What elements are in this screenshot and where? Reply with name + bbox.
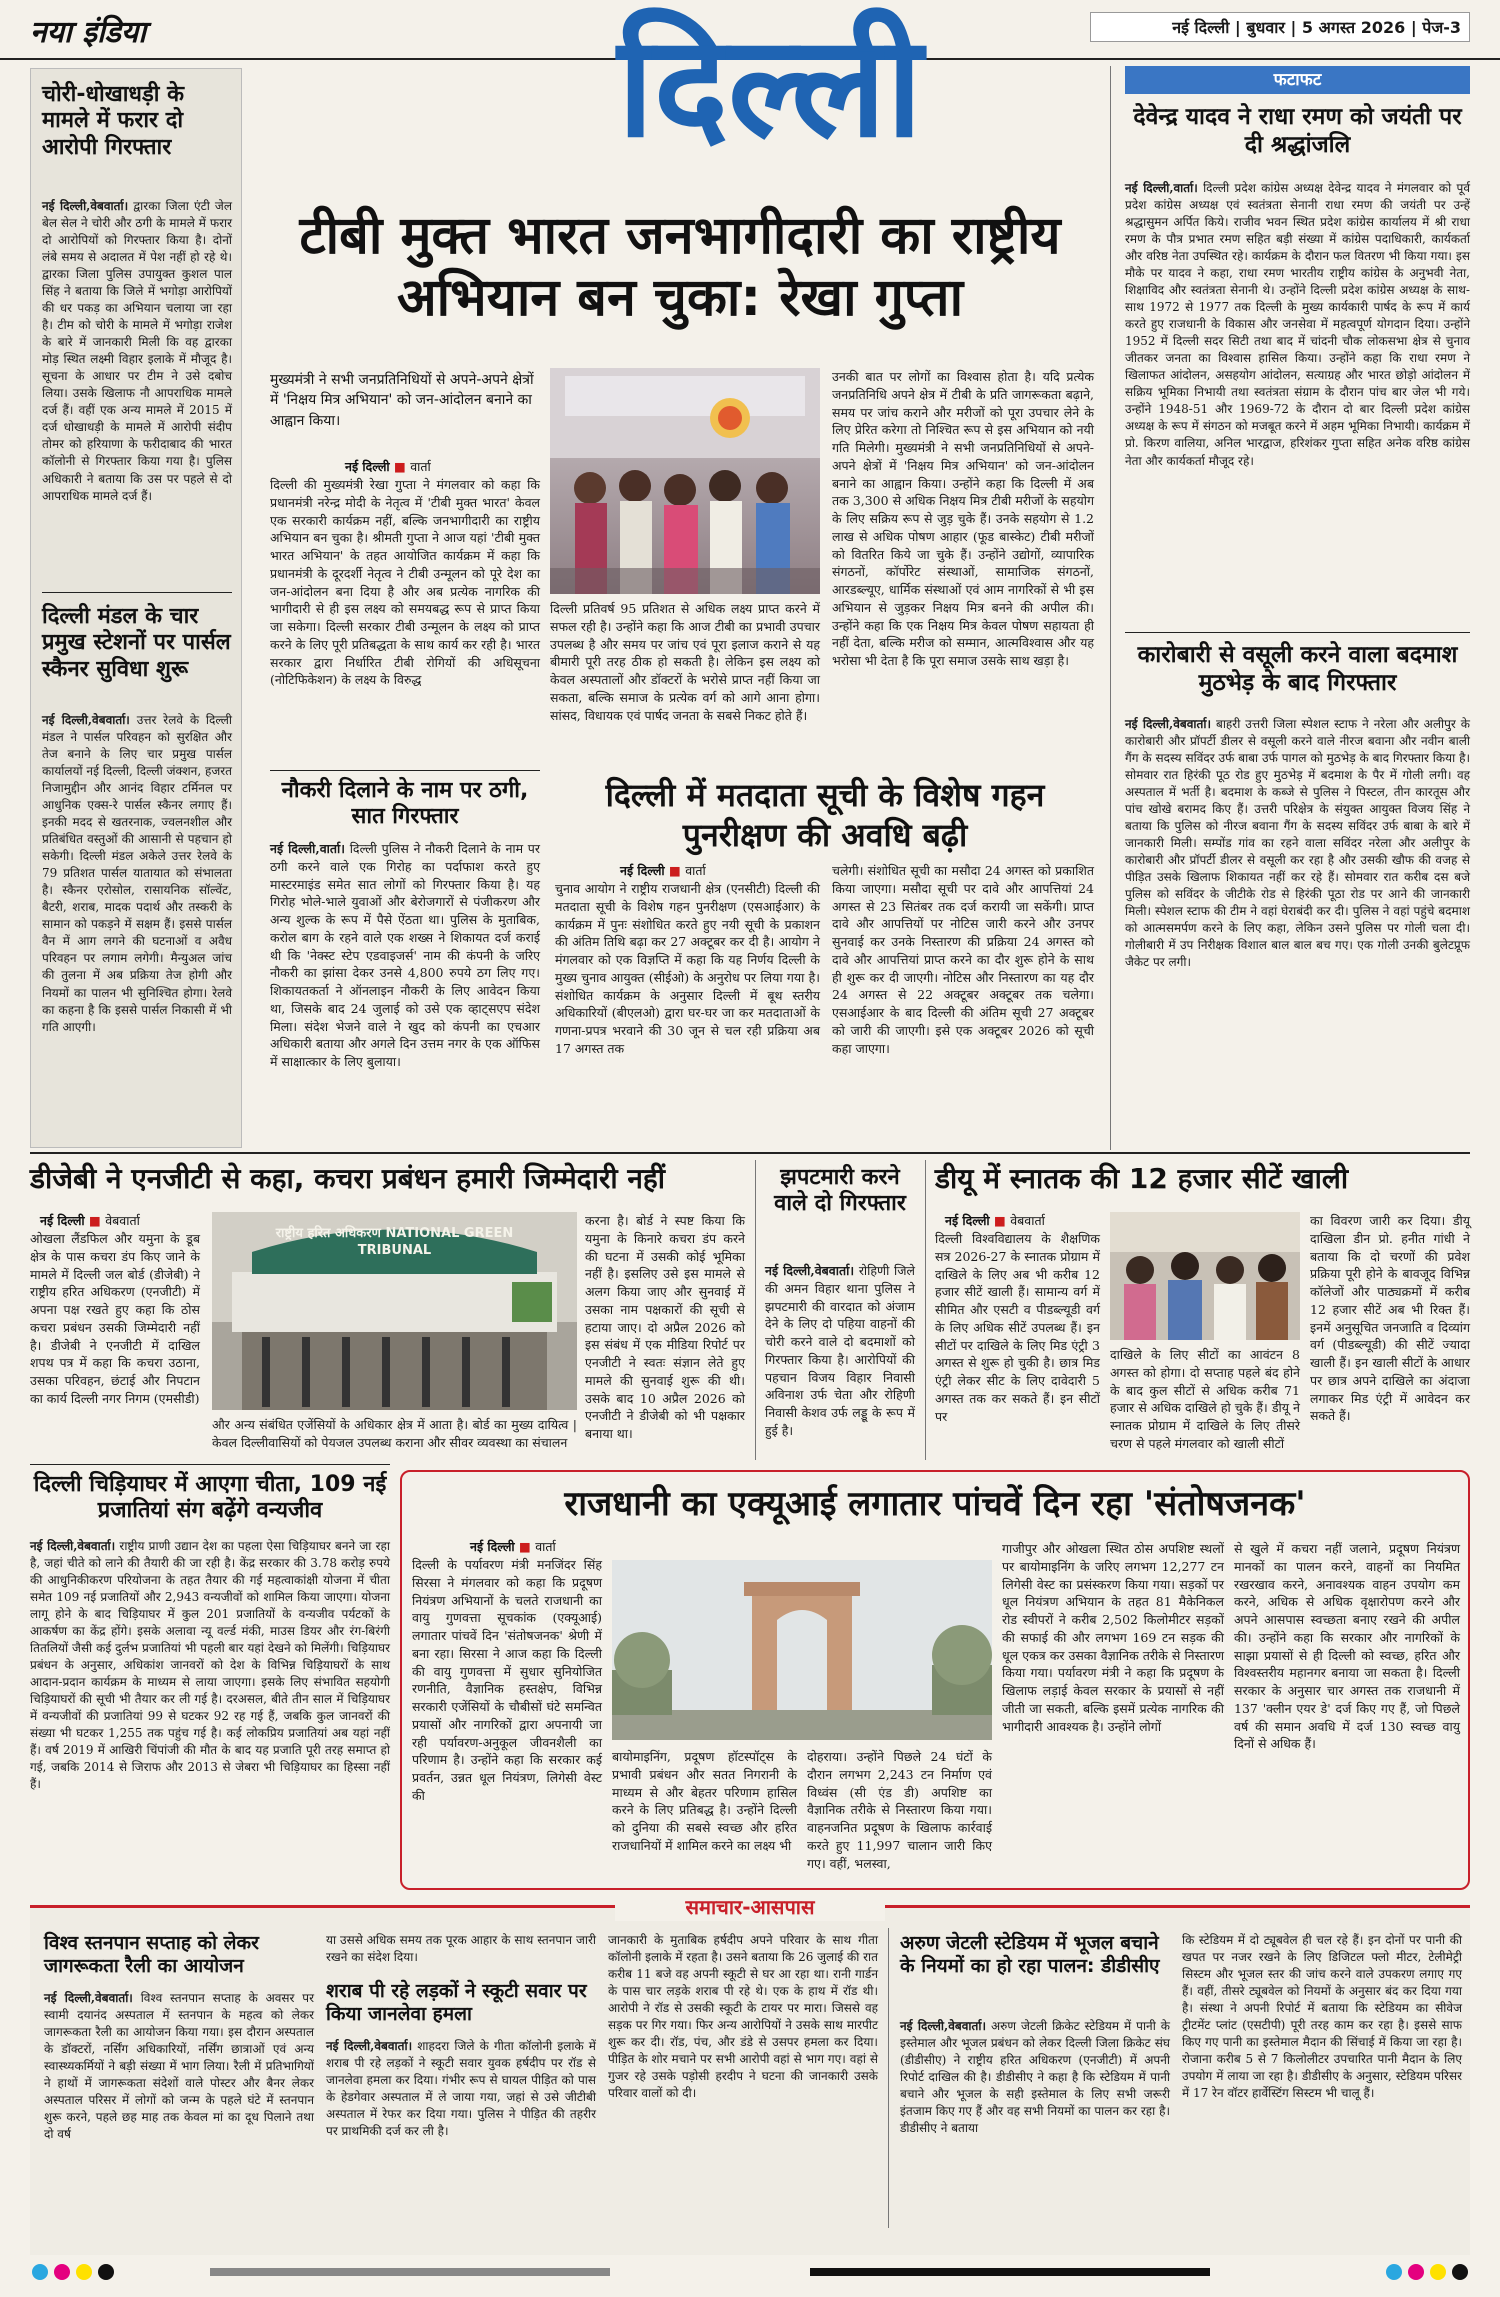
- story-text: शाहदरा जिले के गीता कॉलोनी इलाके में शराब पी रहे लड़कों ने स्कूटी सवार युवक हर्षदीप पर रॉड से जानलेवा हमला कर दिया। गंभीर रूप से घायल पीड़ित को पास के हेडगेवार अस्पताल में ले जाया गया, जहां से उसे जीटीबी अस्पताल में रेफर कर दिया गया। पुलिस ने पीड़ित की तहरीर पर प्राथमिकी दर्ज कर ली है।: [326, 2039, 596, 2139]
- byline-square-icon: ■: [994, 1213, 1006, 1228]
- right-story1-body: [1125, 180, 1470, 470]
- voter-col1: चुनाव आयोग ने राष्ट्रीय राजधानी क्षेत्र (एनसीटी) दिल्ली की मतदाता सूची के विशेष गहन पुनरीक्षण (एसआईआर) के कार्यक्रम में पुनः संशोधित करते हुए नयी सूची के प्रकाशन की अंतिम तिथि बढ़ा कर 27 अक्टूबर कर दी है। आयोग ने मंगलवार को एक विज्ञप्ति में कहा कि यह निर्णय दिल्ली के मुख्य चुनाव आयुक्त (सीईओ) के अनुरोध पर लिया गया है। संशोधित कार्यक्रम के अनुसार दिल्ली में बूथ स्तरीय अधिकारियों (बीएलओ) द्वारा घर-घर जा कर मतदाताओं के गणना-प्रपत्र भरवाने की 30 जून से चल रही प्रक्रिया अब 17 अगस्त तक: [555, 881, 820, 1056]
- dateline: नई दिल्ली,वेबवार्ता।: [765, 1263, 855, 1278]
- lead-col1: दिल्ली की मुख्यमंत्री रेखा गुप्ता ने मंगलवार को कहा कि प्रधानमंत्री नरेन्द्र मोदी के नेतृत्व में 'टीबी मुक्त भारत' केवल एक सरकारी कार्यक्रम नहीं, बल्कि जनभागीदारी का राष्ट्रीय अभियान बन चुका है। श्रीमती गुप्ता ने आज यहां 'टीबी मुक्त भारत अभियान' के तहत आयोजित कार्यक्रम में कहा कि प्रधानमंत्री के दूरदर्शी नेतृत्व ने टीबी उन्मूलन को पूरे देश का जन-आंदोलन बना दिया है और अब प्रत्येक नागरिक की भागीदारी से ही इस लक्ष्य को समयबद्ध रूप से प्राप्त किया जा सकेगा। दिल्ली सरकार टीबी उन्मूलन के लक्ष्य को प्राप्त करने के लिए पूरी प्रतिबद्धता के साथ कार्य कर रही है। भारत सरकार द्वारा निर्धारित टीबी रोगियों की अधिसूचना (नोटिफिकेशन) के लक्ष्य के विरुद्ध: [270, 477, 540, 688]
- left-story2-body: [42, 712, 232, 1036]
- jaitley-headline: अरुण जेटली स्टेडियम में भूजल बचाने के नियमों का हो रहा पालन: डीडीसीए: [900, 1932, 1160, 1977]
- byline-agency: वार्ता: [410, 459, 431, 474]
- breastfeeding-headline: विश्व स्तनपान सप्ताह को लेकर जागरूकता रैली का आयोजन: [44, 1932, 259, 1977]
- lead-photo-caption-col: दिल्ली प्रतिवर्ष 95 प्रतिशत से अधिक लक्ष्य प्राप्त करने में सफल रही है। उन्होंने कहा कि आज टीबी का प्रभावी उपचार उपलब्ध है और समय पर जांच एवं पूरा इलाज कराने से यह बीमारी पूरी तरह ठीक हो सकती है। लेकिन इस लक्ष्य को केवल अस्पतालों और डॉक्टरों के भरोसे प्राप्त नहीं किया जा सकता, बल्कि समाज के प्रत्येक वर्ग को आगे आना होगा। सांसद, विधायक एवं पार्षद जनता के सबसे निकट होते हैं।: [550, 601, 820, 723]
- divider: [30, 1464, 390, 1465]
- dateline: नई दिल्ली,वेबवार्ता।: [44, 1991, 133, 2005]
- column-divider: [755, 1160, 756, 1460]
- paper-logo: नया इंडिया: [30, 15, 146, 50]
- ngt-photo: [212, 1212, 577, 1410]
- job-headline: नौकरी दिलाने के नाम पर ठगी, सात गिरफ्तार: [281, 778, 529, 830]
- byline-square-icon: ■: [519, 1539, 531, 1554]
- right-story1-headline: देवेन्द्र यादव ने राधा रमण को जयंती पर दी श्रद्धांजलि: [1133, 104, 1462, 158]
- dateline: नई दिल्ली,वार्ता।: [1125, 181, 1198, 195]
- byline-city: नई दिल्ली: [470, 1539, 515, 1554]
- left-story1-headline: चोरी-धोखाधड़ी के मामले में फरार दो आरोपी गिरफ्तार: [42, 82, 184, 160]
- jaitley-body-cont: कि स्टेडियम में दो ट्यूबवेल ही चल रहे हैं। इन दोनों पर पानी की खपत पर नजर रखने के लिए डिजिटल फ्लो मीटर, टेलीमेट्री सिस्टम और भूजल स्तर की जांच करने वाले उपकरण लगाए गए हैं। वहीं, तीसरे ट्यूबवेल को नियमों के अनुसार बंद कर दिया गया है। संस्था ने अपनी रिपोर्ट में बताया कि स्टेडियम का सीवेज ट्रीटमेंट प्लांट (एसटीपी) पूरी तरह काम कर रहा है। इससे साफ किए गए पानी का इस्तेमाल मैदान की सिंचाई में किया जा रहा है। रोजाना करीब 5 से 7 किलोलीटर उपचारित पानी मैदान के लिए उपयोग में लाया जा रहा है। डीडीसीए के अनुसार, स्टेडियम परिसर में 17 रेन वॉटर हार्वेस्टिंग सिस्टम भी चालू हैं।: [1182, 1933, 1462, 2101]
- liquor-headline: शराब पी रहे लड़कों ने स्कूटी सवार पर किया जानलेवा हमला: [326, 1980, 587, 2025]
- cheetah-headline: दिल्ली चिड़ियाघर में आएगा चीता, 109 नई प्रजातियां संग बढ़ेंगे वन्यजीव: [33, 1472, 387, 1524]
- aqi-under-photo2: दोहराया। उन्होंने पिछले 24 घंटों के दौरान लगभग 2,243 टन निर्माण एवं विध्वंस (सी एंड डी) अपशिष्ट का वैज्ञानिक तरीके से निस्तारण किया गया। वाहनजनित प्रदूषण के खिलाफ कार्रवाई करते हुए 11,997 चालान जारी किए गए। वहीं, भलस्वा,: [807, 1749, 992, 1871]
- aqi-byline: [470, 1538, 556, 1555]
- djb-byline: [40, 1212, 140, 1229]
- lead-headline: टीबी मुक्त भारत जनभागीदारी का राष्ट्रीय अभियान बन चुका: रेखा गुप्ता: [299, 206, 1061, 329]
- liquor-intro: या उससे अधिक समय तक पूरक आहार के साथ स्तनपान जारी रखने का संदेश दिया।: [326, 1933, 596, 1965]
- story-text: दिल्ली प्रदेश कांग्रेस अध्यक्ष देवेन्द्र यादव ने मंगलवार को पूर्व प्रदेश कांग्रेस अध्यक्ष एवं स्वतंत्रता सेनानी राधा रमण की जयंती पर उन्हें श्रद्धासुमन अर्पित किये। राजीव भवन स्थित प्रदेश कांग्रेस कार्यालय में श्री राधा रमण के पौत्र प्रभात रमण सहित बड़ी संख्या में कांग्रेस पदाधिकारी, कार्यकर्ता और वरिष्ठ नेता उपस्थित रहे। कार्यक्रम के दौरान फल वितरण भी किया गया। इस मौके पर यादव ने कहा, राधा रमण भारतीय राष्ट्रीय कांग्रेस के अनुभवी नेता, शिक्षाविद और स्वतंत्रता सेनानी थे। उन्होंने दिल्ली प्रदेश कांग्रेस अध्यक्ष के साथ-साथ 1972 से 1977 तक दिल्ली के मुख्य कार्यकारी पार्षद के रूप में कार्य करते हुए राजधानी के विकास और जनसेवा में महत्वपूर्ण योगदान दिया। उन्होंने 1952 में दिल्ली सदर सिटी तथा बाद में चांदनी चौक लोकसभा क्षेत्र से चुनाव जीतकर जनता का विश्वास हासिल किया। उन्होंने कहा कि राधा रमण ने खिलाफत आंदोलन, असहयोग आंदोलन, सत्याग्रह और भारत छोड़ो आंदोलन में सक्रिय भूमिका निभायी तथा स्वतंत्रता संग्राम के दौरान पांच बार जेल भी गये। उन्होंने 1948-51 और 1969-72 के दौरान दो बार दिल्ली प्रदेश कांग्रेस अध्यक्ष के रूप में संगठन को मजबूत करने में अहम भूमिका निभायी। कार्यक्रम में प्रो. किरण वालिया, अनिल भारद्वाज, हरिशंकर गुप्ता सहित अनेक वरिष्ठ कांग्रेस नेता और कार्यकर्ता मौजूद रहे।: [1125, 181, 1470, 468]
- byline-city: नई दिल्ली: [620, 863, 665, 878]
- aqi-col1: दिल्ली के पर्यावरण मंत्री मनजिंदर सिंह सिरसा ने मंगलवार को कहा कि प्रदूषण नियंत्रण अभियानों के चलते राजधानी का वायु गुणवत्ता सूचकांक (एक्यूआई) लगातार पांचवें दिन 'संतोषजनक' श्रेणी में बना रहा। सिरसा ने आज कहा कि दिल्ली की वायु गुणवत्ता में सुधार सुनियोजित रणनीति, वैज्ञानिक हस्तक्षेप, विभिन्न सरकारी एजेंसियों के चौबीसों घंटे समन्वित प्रयासों और नागरिकों द्वारा अपनायी जा रही पर्यावरण-अनुकूल जीवनशैली का परिणाम है। उन्होंने कहा कि सरकार कई प्रवर्तन, उन्नत धूल नियंत्रण, लिगेसी वेस्ट की: [412, 1557, 602, 1803]
- section-divider: [30, 1152, 1470, 1154]
- breastfeeding-body: [44, 1990, 314, 2143]
- snatch-body: [765, 1262, 915, 1440]
- dateline: नई दिल्ली,वेबवार्ता।: [30, 1539, 116, 1553]
- dateline: नई दिल्ली,वेबवार्ता।: [900, 2019, 986, 2033]
- divider: [1125, 632, 1470, 633]
- column-divider: [925, 1160, 926, 1460]
- divider: [270, 770, 540, 771]
- du-under-photo: दाखिले के लिए सीटों का आवंटन 8 अगस्त को होगा। दो सप्ताह पहले बंद होने के बाद कुल सीटों से अधिक करीब 71 हजार से अधिक दाखिले हो चुके हैं। डीयू ने स्नातक प्रोग्राम में दाखिले के लिए तीसरे चरण से पहले मंगलवार को खाली सीटों: [1110, 1347, 1300, 1451]
- byline-square-icon: ■: [394, 459, 406, 474]
- column-divider: [1110, 66, 1111, 1150]
- dateline: नई दिल्ली,वेबवार्ता।: [42, 199, 129, 213]
- dateline: नई दिल्ली,वेबवार्ता।: [1125, 717, 1211, 731]
- byline-square-icon: ■: [89, 1213, 101, 1228]
- edition-info: नई दिल्ली | बुधवार | 5 अगस्त 2026 | पेज-3: [1090, 12, 1470, 42]
- story-text: राष्ट्रीय प्राणी उद्यान देश का पहला ऐसा चिड़ियाघर बनने जा रहा है, जहां चीते को लाने की तैयारी की जा रही है। केंद्र सरकार की 3.78 करोड़ रुपये की आधुनिकीकरण परियोजना के तहत तैयार की गई महत्वाकांक्षी योजना में चीता समेत 109 नई प्रजातियों और 2,943 वन्यजीवों को शामिल किया जाएगा। योजना लागू होने के बाद चिड़ियाघर में कुल 201 प्रजातियों के वन्यजीव पर्यटकों के आकर्षण का केंद्र होंगे। इसके अलावा न्यू वर्ल्ड मंकी, माउस डियर और रंग-बिरंगी तितलियों जैसी कई दुर्लभ प्रजातियां भी पहली बार यहां देखने को मिलेंगी। चिड़ियाघर प्रबंधन के अनुसार, अधिकांश जानवरों को देश के विभिन्न चिड़ियाघरों के साथ आदान-प्रदान कार्यक्रम के माध्यम से लाया जाएगा। इसके लिए संभावित सहयोगी चिड़ियाघरों की सूची भी तैयार कर ली गई है। दरअसल, बीते तीन साल में चिड़ियाघर में वन्यजीवों की प्रजातियां 99 से घटकर 92 रह गई हैं, जबकि कुल जानवरों की संख्या भी घटकर 1,255 तक पहुंच गई है। कई लोकप्रिय प्रजातियां अब यहां नहीं हैं। वर्ष 2019 में आखिरी चिंपांजी की मौत के बाद यह प्रजाति पूरी तरह समाप्त हो गई, जबकि 2014 से जिराफ और 2013 से जेबरा भी चिड़ियाघर का हिस्सा नहीं हैं।: [30, 1539, 390, 1792]
- group-photo-illustration: [550, 368, 820, 594]
- lead-col3: उनकी बात पर लोगों का विश्वास होता है। यदि प्रत्येक जनप्रतिनिधि अपने क्षेत्र में टीबी के प्रति जागरूकता बढ़ाने, समय पर जांच कराने और मरीजों को पूरा उपचार लेने के लिए प्रेरित करेगा तो निश्चित रूप से इस अभियान को नयी गति मिलेगी। मुख्यमंत्री ने सभी जनप्रतिनिधियों से अपने-अपने क्षेत्रों में 'निक्षय मित्र अभियान' को जन-आंदोलन बनाने का आह्वान किया। उन्होंने कहा कि दिल्ली में अब तक 3,300 से अधिक निक्षय मित्र टीबी मरीजों के सहयोग के लिए सक्रिय रूप से जुड़ चुके हैं। उनके सहयोग से 1.2 लाख से अधिक पोषण आहार (फूड बास्केट) टीबी मरीजों को वितरित किये जा चुके हैं। उन्होंने उद्योगों, व्यापारिक संगठनों, कॉर्पोरेट संस्थाओं, सामाजिक संगठनों, आरडब्ल्यूए, धार्मिक संस्थाओं एवं आम नागरिकों से भी इस अभियान से जुड़कर निक्षय मित्र बनने की अपील की। उन्होंने कहा कि एक निक्षय मित्र केवल पोषण सहायता ही नहीं देता, बल्कि मरीज को सम्मान, आत्मविश्वास और यह भरोसा भी देता है कि पूरा समाज उसके साथ खड़ा है।: [832, 369, 1094, 668]
- djb-headline: डीजेबी ने एनजीटी से कहा, कचरा प्रबंधन हमारी जिम्मेदारी नहीं: [30, 1162, 665, 1195]
- djb-under-photo: और अन्य संबंधित एजेंसियों के अधिकार क्षेत्र में आता है। बोर्ड का मुख्य दायित्व | केवल दिल्लीवासियों को पेयजल उपलब्ध कराना और सीवर व्यवस्था का संचालन: [212, 1417, 577, 1450]
- registration-bar: [30, 2262, 1470, 2282]
- du-byline: [945, 1212, 1045, 1229]
- cheetah-body: [30, 1538, 390, 1793]
- story-text: रोहिणी जिले की अमन विहार थाना पुलिस ने झपटमारी की वारदात को अंजाम देने के लिए दो पहिया वाहनों की चोरी करने वाले दो बदमाशों को गिरफ्तार किया है। आरोपियों की पहचान विजय विहार निवासी अविनाश उर्फ चेता और रोहिणी निवासी केशव उर्फ लड्डू के रूप में हुई है।: [765, 1263, 915, 1438]
- students-illustration: [1110, 1212, 1300, 1340]
- djb-col3: करना है। बोर्ड ने स्पष्ट किया कि यमुना के किनारे कचरा डंप करने की घटना में उसकी कोई भूमिका नहीं है। इसलिए उसे इस मामले से अलग किया जाए और सुनवाई में उसका नाम पक्षकारों की सूची से हटाया जाए। दो अप्रैल 2026 को इस संबंध में एक मीडिया रिपोर्ट पर एनजीटी ने स्वतः संज्ञान लेते हुए मामले की सुनवाई शुरू की थी। उसके बाद 10 अप्रैल 2026 को एनजीटी ने डीजेबी को भी पक्षकार बनाया था।: [585, 1213, 745, 1441]
- lead-byline: [345, 458, 431, 475]
- byline-city: नई दिल्ली: [40, 1213, 85, 1228]
- byline-agency: वार्ता: [535, 1539, 556, 1554]
- india-gate-illustration: [612, 1560, 992, 1740]
- byline-city: नई दिल्ली: [345, 459, 390, 474]
- lead-photo: [550, 368, 820, 594]
- story-text: उत्तर रेलवे के दिल्ली मंडल ने पार्सल परिवहन को सुरक्षित और तेज बनाने के लिए चार प्रमुख पार्सल कार्यालयों नई दिल्ली, दिल्ली जंक्शन, हजरत निजामुद्दीन और आनंद विहार टर्मिनल पर आधुनिक एक्स-रे पार्सल स्कैनर लगाए हैं। इनकी मदद से खतरनाक, ज्वलनशील और प्रतिबंधित वस्तुओं की आसानी से पहचान हो सकेगी। दिल्ली मंडल अकेले उत्तर रेलवे के 79 प्रतिशत पार्सल यातायात को संभालता है। स्कैनर एरोसोल, रासायनिक सॉल्वेंट, बैटरी, शराब, मादक पदार्थ और तस्करी के सामान को पकड़ने में सक्षम हैं। इससे पार्सल वैन में आग लगने की घटनाओं व अवैध परिवहन पर लगाम लगेगी। मैन्युअल जांच की तुलना में अब प्रक्रिया तेज होगी और नियमों का पालन भी सुनिश्चित होगा। रेलवे का कहना है कि इससे पार्सल निकासी में भी गति आएगी।: [42, 713, 232, 1034]
- right-story2-headline: कारोबारी से वसूली करने वाला बदमाश मुठभेड़ के बाद गिरफ्तार: [1137, 642, 1458, 696]
- story-text: बाहरी उत्तरी जिला स्पेशल स्टाफ ने नरेला और अलीपुर के कारोबारी और प्रॉपर्टी डीलर से वसूली करने वाले नीरज बवाना और नवीन बाली गैंग के सदस्य सविंदर उर्फ बाबा उर्फ पागल को मुठभेड़ के बाद गिरफ्तार किया है। सोमवार रात हिरंकी पूठ रोड हुए मुठभेड़ में बदमाश के पैर में गोली लगी। वह अस्पताल में भर्ती है। बदमाश के कब्जे से पुलिस ने पिस्टल, तीन कारतूस और पांच खोखे बरामद किए हैं। उत्तरी परिक्षेत्र के संयुक्त आयुक्त विजय सिंह ने बताया कि पुलिस को नीरज बवाना गैंग के सदस्य सविंदर उर्फ बाबा के बारे में जानकारी मिली। सम्पोंड गांव का रहने वाला सविंदर नरेला और अलीपुर के कारोबारी और प्रॉपर्टी डीलर से वसूली कर रहा है और उसकी खौफ की वजह से पीड़ित उसके खिलाफ शिकायत नहीं कर रहे हैं। सोमवार रात करीब दस बजे पुलिस को सविंदर के जीटीके रोड से हिरंकी पूठा रोड पर आने की जानकारी मिली। स्पेशल स्टाफ की टीम ने वहां घेराबंदी कर दी। पुलिस ने वहां पहुंचे बदमाश को आत्मसमर्पण करने के लिए कहा, लेकिन उसने पुलिस पर गोली चला दी। गोलीबारी में उप निरीक्षक विशाल बाल बाल बच गए। एक गोली उनकी बुलेटप्रूफ जैकेट पर लगी।: [1125, 717, 1470, 970]
- dateline: नई दिल्ली,वार्ता।: [270, 841, 345, 856]
- voter-headline: दिल्ली में मतदाता सूची के विशेष गहन पुनरीक्षण की अवधि बढ़ी: [605, 776, 1045, 854]
- du-headline: डीयू में स्नातक की 12 हजार सीटें खाली: [935, 1162, 1349, 1195]
- voter-byline: [620, 862, 706, 879]
- du-col1: दिल्ली विश्वविद्यालय के शैक्षणिक सत्र 2026-27 के स्नातक प्रोग्राम में दाखिले के लिए अब भी करीब 12 हजार सीटें खाली हैं। सामान्य वर्ग में सीमित और एसटी व पीडब्ल्यूडी वर्ग के लिए अधिक सीटें उपलब्ध हैं। इन सीटों पर दाखिले के लिए मिड एंट्री 3 अगस्त से शुरू हो चुकी है। छात्र मिड एंट्री लेकर सीट के लिए दावेदारी 5 अगस्त तक कर सकते हैं। इन सीटों पर: [935, 1231, 1100, 1424]
- india-gate-photo: [612, 1560, 992, 1740]
- aqi-headline: राजधानी का एक्यूआई लगातार पांचवें दिन रहा 'संतोषजनक': [564, 1484, 1306, 1524]
- byline-agency: वेबवार्ता: [105, 1213, 140, 1228]
- divider: [42, 592, 232, 593]
- masthead-title: दिल्ली: [617, 6, 923, 169]
- djb-col1: ओखला लैंडफिल और यमुना के डूब क्षेत्र के पास कचरा डंप किए जाने के मामले में दिल्ली जल बोर्ड (डीजेबी) ने राष्ट्रीय हरित अधिकरण (एनजीटी) में अपना पक्ष रखते हुए कहा कि ठोस कचरा प्रबंधन उसकी जिम्मेदारी नहीं है। डीजेबी ने एनजीटी में दाखिल शपथ पत्र में कहा कि कचरा उठाना, उसका परिवहन, छंटाई और निपटान का कार्य दिल्ली नगर निगम (एमसीडी): [30, 1231, 200, 1406]
- column-divider: [888, 1928, 889, 2228]
- story-text: द्वारका जिला एंटी जेल बेल सेल ने चोरी और ठगी के मामले में फरार दो आरोपियों को गिरफ्तार किया है। दोनों लंबे समय से अदालत में पेश नहीं हो रहे थे। द्वारका जिला पुलिस उपायुक्त कुशल पाल सिंह ने बताया कि जिले में भगोड़ा आरोपियों की धर पकड़ का अभियान चलाया जा रहा है। टीम को चोरी के मामले में भगोड़ा राजेश के बारे में जानकारी मिली कि वह द्वारका मोड़ स्थित लक्ष्मी विहार इलाके में मौजूद है। सूचना के आधार पर टीम ने उसे दबोच लिया। उसके खिलाफ नौ आपराधिक मामले दर्ज हैं। वहीं एक अन्य मामले में 2015 में दर्ज धोखाधड़ी के मामले में आरोपी संदीप तोमर को हरियाणा के फरीदाबाद की भारत कॉलोनी से गिरफ्तार किया गया है। पुलिस अधिकारी ने बताया कि उस पर पहले से दो आपराधिक मामले दर्ज हैं।: [42, 199, 232, 503]
- liquor-body: [326, 2038, 596, 2140]
- job-body: [270, 840, 540, 1071]
- right-story2-body: [1125, 716, 1470, 971]
- voter-col2: चलेगी। संशोधित सूची का मसौदा 24 अगस्त को प्रकाशित किया जाएगा। मसौदा सूची पर दावे और आपत्तियां 24 अगस्त से 23 सितंबर तक दर्ज करायी जा सकेंगी। प्राप्त दावे और आपत्तियों पर नोटिस जारी करने और उनपर सुनवाई कर उनके निस्तारण की प्रक्रिया 24 अगस्त को दावे और आपत्तियां प्राप्त करने का दौर शुरू होने के साथ ही शुरू कर दी जाएगी। नोटिस और निस्तारण का यह दौर 24 अगस्त से 22 अक्टूबर अक्टूबर तक चलेगा। एसआईआर के बाद दिल्ली की अंतिम सूची 27 अक्टूबर को जारी की जाएगी। इसे एक अक्टूबर 2026 को सूची कहा जाएगा।: [832, 863, 1094, 1056]
- dateline: नई दिल्ली,वेबवार्ता।: [42, 713, 130, 727]
- story-text: विश्व स्तनपान सप्ताह के अवसर पर स्वामी दयानंद अस्पताल में स्तनपान के महत्व को लेकर जागरूकता रैली का आयोजन किया गया। इस दौरान अस्पताल के डॉक्टरों, नर्सिंग अधिकारियों, नर्सिंग छात्राओं एवं अन्य स्वास्थ्यकर्मियों ने बड़ी संख्या में भाग लिया। रैली में प्रतिभागियों ने हाथों में जागरूकता संदेशों वाले पोस्टर और बैनर लेकर अस्पताल परिसर में लोगों को जन्म के पहले घंटे में स्तनपान शुरू करने, पहले छह माह तक केवल मां का दूध पिलाने तथा दो वर्ष: [44, 1991, 314, 2142]
- bottom-band-title: समाचार-आसपास: [615, 1893, 885, 1921]
- byline-city: नई दिल्ली: [945, 1213, 990, 1228]
- dateline: नई दिल्ली,वेबवार्ता।: [326, 2039, 413, 2053]
- liquor-body-cont: जानकारी के मुताबिक हर्षदीप अपने परिवार के साथ गीता कॉलोनी इलाके में रहता है। उसने बताया कि 26 जुलाई की रात करीब 11 बजे वह अपनी स्कूटी से घर आ रहा था। रानी गार्डन के पास चार लड़के शराब पी रहे थे। एक के हाथ में रॉड थी। आरोपी ने रॉड से उसकी स्कूटी के टायर पर मारा। जिससे वह सड़क पर गिर गया। फिर अन्य आरोपियों ने उसके साथ मारपीट शुरू कर दी। रॉड, पंच, और डंडे से उसपर हमला कर दिया। पीड़ित के शोर मचाने पर सभी आरोपी वहां से भाग गए। वहां से गुजर रहे उसके पड़ोसी हरदीप ने घटना की जानकारी उसके परिवार वालों को दी।: [608, 1933, 879, 2101]
- ngt-sign: राष्ट्रीय हरित अधिकरण NATIONAL GREEN TRIBUNAL: [275, 1226, 514, 1258]
- fatafat-tag: फटाफट: [1125, 66, 1470, 94]
- byline-agency: वेबवार्ता: [1010, 1213, 1045, 1228]
- byline-agency: वार्ता: [685, 863, 706, 878]
- lead-intro: मुख्यमंत्री ने सभी जनप्रतिनिधियों से अपने-अपने क्षेत्रों में 'निक्षय मित्र अभियान' को जन-आंदोलन बनाने का आह्वान किया।: [270, 372, 534, 429]
- du-col3: का विवरण जारी कर दिया। डीयू दाखिला डीन प्रो. हनीत गांधी ने बताया कि दो चरणों की प्रवेश प्रक्रिया पूरी होने के बावजूद विभिन्न कॉलेजों और पाठ्यक्रमों में करीब 12 हजार सीटें अब भी रिक्त हैं। इनमें अनुसूचित जनजाति व दिव्यांग वर्ग (पीडब्ल्यूडी) की सीटें ज्यादा खाली हैं। इन खाली सीटों के आधार पर छात्र अपने दाखिले का अंदाजा लगाकर मिड एंट्री में आवेदन कर सकते हैं।: [1310, 1213, 1470, 1424]
- aqi-under-photo1: बायोमाइनिंग, प्रदूषण हॉटस्पॉट्स के प्रभावी प्रबंधन और सतत निगरानी के माध्यम से और बेहतर परिणाम हासिल करने के लिए प्रतिबद्ध है। उन्होंने दिल्ली को दुनिया की सबसे स्वच्छ और हरित राजधानियों में शामिल करने का लक्ष्य भी: [612, 1749, 797, 1853]
- du-photo: [1110, 1212, 1300, 1340]
- story-text: अरुण जेटली क्रिकेट स्टेडियम में पानी के इस्तेमाल और भूजल प्रबंधन को लेकर दिल्ली जिला क्रिकेट संघ (डीडीसीए) ने राष्ट्रीय हरित अधिकरण (एनजीटी) में अपनी रिपोर्ट दाखिल की है। डीडीसीए ने कहा है कि स्टेडियम में पानी बचाने और भूजल के सही इस्तेमाल के लिए सभी जरूरी इंतजाम किए गए हैं और वह सभी नियमों का पालन कर रहा है। डीडीसीए ने बताया: [900, 2019, 1170, 2136]
- jaitley-body: [900, 2018, 1170, 2137]
- left-story1-body: [42, 198, 232, 505]
- byline-square-icon: ■: [669, 863, 681, 878]
- registration-marks: [30, 2262, 1470, 2282]
- snatch-headline: झपटमारी करने वाले दो गिरफ्तार: [774, 1165, 906, 1217]
- story-text: दिल्ली पुलिस ने नौकरी दिलाने के नाम पर ठगी करने वाले एक गिरोह का पर्दाफाश करते हुए मास्टरमाइंड समेत सात लोगों को गिरफ्तार किया है। यह गिरोह भोले-भाले युवाओं और बेरोजगारों से पंजीकरण और अन्य शुल्क के रूप में पैसे ऐंठता था। पुलिस के मुताबिक, करोल बाग के रहने वाले एक शख्स ने शिकायत दर्ज कराई थी कि 'नेक्स्ट स्टेप एडवाइजर्स' नाम की कंपनी के जरिए नौकरी का झांसा देकर उनसे 4,800 रुपये ठग लिए गए। शिकायतकर्ता ने ऑनलाइन नौकरी के लिए आवेदन किया था, जिसके बाद 24 जुलाई को उसे एक व्हाट्सएप संदेश मिला। संदेश भेजने वाले ने खुद को कंपनी का एचआर अधिकारी बताया और अगले दिन उत्तम नगर के एक ऑफिस में साक्षात्कार के लिए बुलाया।: [270, 841, 540, 1069]
- aqi-col2: गाजीपुर और ओखला स्थित ठोस अपशिष्ट स्थलों पर बायोमाइनिंग के जरिए लगभग 12,277 टन लिगेसी वेस्ट का प्रसंस्करण किया गया। सड़कों पर धूल नियंत्रण अभियान के तहत 81 मैकेनिकल रोड स्वीपरों ने करीब 2,502 किलोमीटर सड़कों की सफाई की और लगभग 169 टन सड़क की धूल एकत्र कर उसका वैज्ञानिक तरीके से निस्तारण किया गया। पर्यावरण मंत्री ने कहा कि प्रदूषण के खिलाफ लड़ाई केवल सरकार के प्रयासों से नहीं जीती जा सकती, बल्कि इसमें प्रत्येक नागरिक की भागीदारी आवश्यक है। उन्होंने लोगों: [1002, 1541, 1224, 1734]
- left-story2-headline: दिल्ली मंडल के चार प्रमुख स्टेशनों पर पार्सल स्कैनर सुविधा शुरू: [42, 604, 231, 682]
- aqi-col3: से खुले में कचरा नहीं जलाने, प्रदूषण नियंत्रण मानकों का पालन करने, वाहनों का नियमित रखरखाव करने, अनावश्यक वाहन उपयोग कम करने, अधिक से अधिक वृक्षारोपण करने और अपने आसपास स्वच्छता बनाए रखने की अपील की। उन्होंने कहा कि सरकार और नागरिकों के साझा प्रयासों से ही दिल्ली को स्वच्छ, हरित और विश्वस्तरीय महानगर बनाया जा सकता है। दिल्ली सरकार के अनुसार चार अगस्त तक राजधानी में 137 'क्लीन एयर डे' दर्ज किए गए हैं, जो पिछले वर्ष की समान अवधि में दर्ज 130 स्वच्छ वायु दिनों से अधिक हैं।: [1234, 1541, 1460, 1752]
